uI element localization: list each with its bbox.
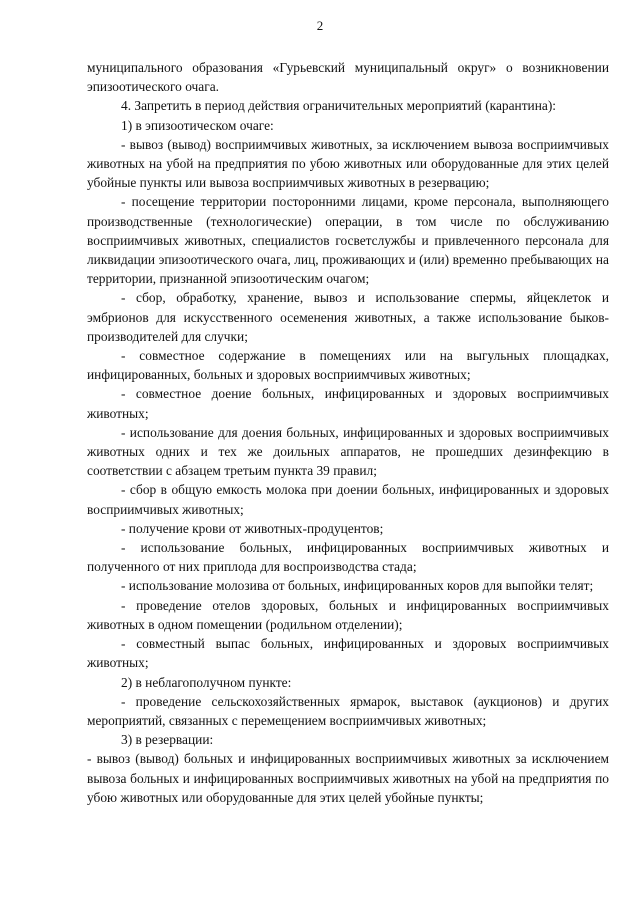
paragraph: - получение крови от животных-продуцентов; (121, 520, 384, 536)
paragraph: - проведение отелов здоровых, больных и инфицированных восприимчивых животных в одном помещении (родильном отделении); (87, 597, 609, 632)
paragraph: 4. Запретить в период действия ограничительных мероприятий (карантина): (121, 98, 557, 114)
paragraph: 2) в неблагополучном пункте: (121, 674, 292, 690)
paragraph: - совместный выпас больных, инфицированных и здоровых восприимчивых животных; (87, 636, 609, 671)
paragraph: 1) в эпизоотическом очаге: (121, 117, 274, 133)
paragraph: - сбор в общую емкость молока при доении больных, инфицированных и здоровых восприимчивых животных; (87, 482, 609, 517)
paragraph: - использование молозива от больных, инфицированных коров для выпойки телят; (121, 578, 594, 594)
paragraph: - посещение территории посторонними лицами, кроме персонала, выполняющего производственные (технологические) операции, в том числе по обслуживанию восприимчивых животных, специалистов госветслужбы и привлеченного персонала для ликвидации эпизоотического очага, лиц, проживающих и (или) временно пребывающих на территории, признанной эпизоотическим очагом; (87, 194, 609, 287)
paragraph: - использование для доения больных, инфицированных и здоровых восприимчивых животных одних и тех же доильных аппаратов, не прошедших дезинфекцию в соответствии с абзацем третьим пункта 39 правил; (87, 424, 609, 479)
paragraph: - совместное содержание в помещениях или на выгульных площадках, инфицированных, больных и здоровых восприимчивых животных; (87, 348, 609, 383)
paragraph: - проведение сельскохозяйственных ярмарок, выставок (аукционов) и других мероприятий, связанных с перемещением восприимчивых животных; (87, 693, 609, 728)
paragraph: - вывоз (вывод) восприимчивых животных, за исключением вывоза восприимчивых животных на убой на предприятия по убою животных или оборудованные для этих целей убойные пункты или вывоза восприимчивых животных в резервацию; (87, 136, 609, 191)
paragraph: - вывоз (вывод) больных и инфицированных восприимчивых животных за исключением вывоза больных и инфицированных восприимчивых животных на убой на предприятия по убою животных или оборудованные для этих целей убойные пункты; (87, 751, 609, 805)
document-body (87, 58, 609, 807)
paragraph: - использование больных, инфицированных восприимчивых животных и полученного от них приплода для воспроизводства стада; (87, 540, 609, 575)
paragraph: муниципального образования «Гурьевский муниципальный округ» о возникновении эпизоотического очага. (87, 60, 609, 95)
page-number: 2 (316, 18, 324, 33)
paragraph: - сбор, обработку, хранение, вывоз и использование спермы, яйцеклеток и эмбрионов для искусственного осеменения животных, а также использование быков-производителей для случки; (87, 290, 609, 344)
paragraph: - совместное доение больных, инфицированных и здоровых восприимчивых животных; (87, 386, 609, 421)
paragraph: 3) в резервации: (121, 732, 214, 748)
